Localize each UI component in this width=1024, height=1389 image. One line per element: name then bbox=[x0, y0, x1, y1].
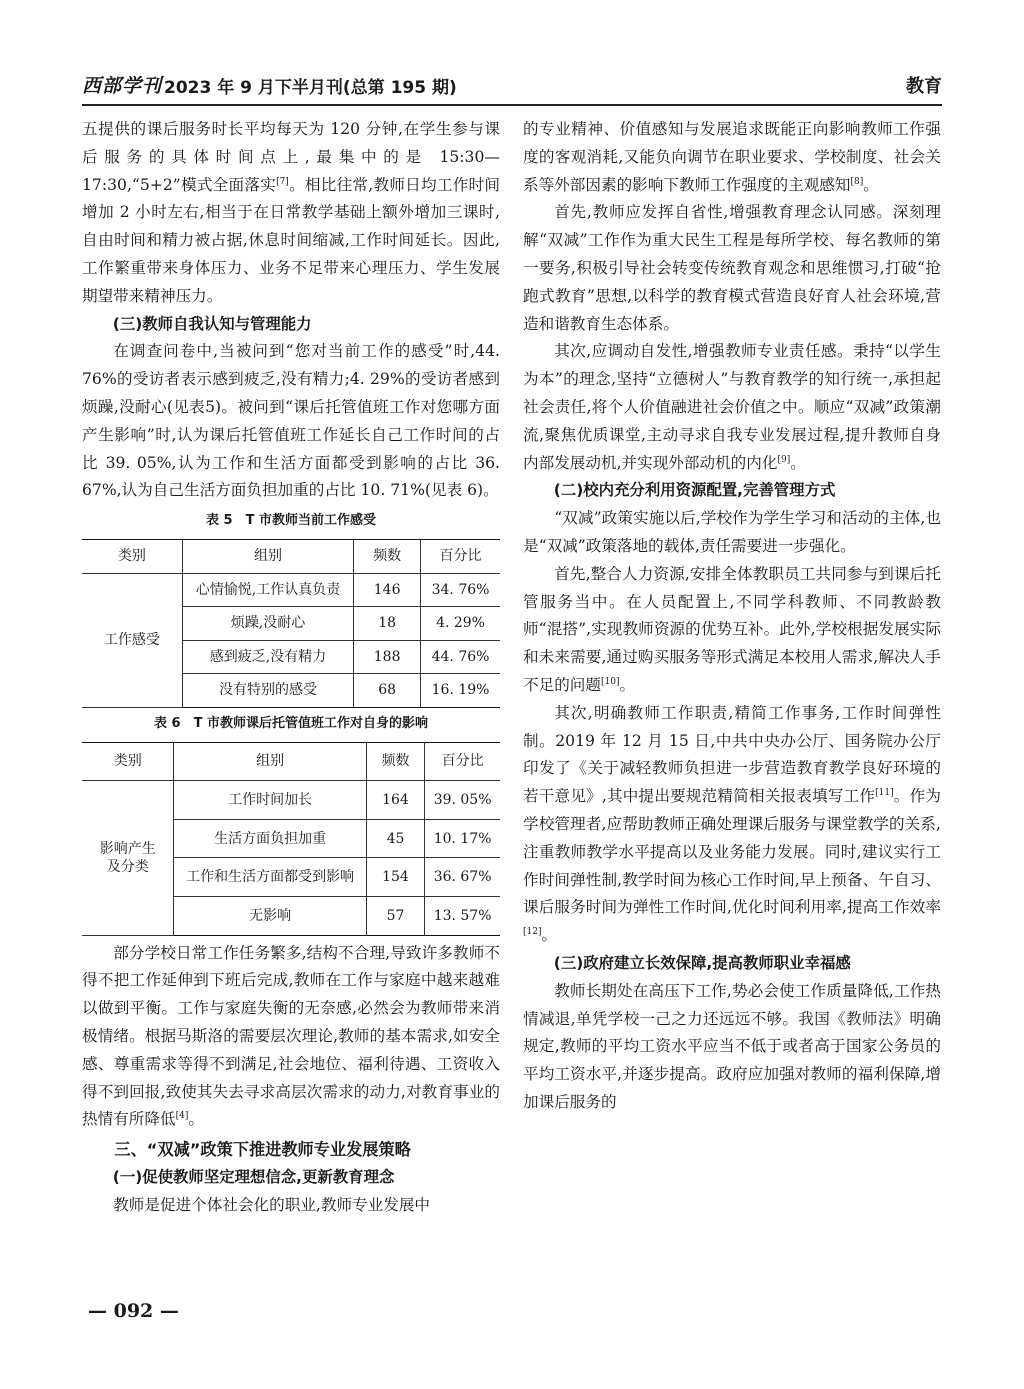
table-cell: 188 bbox=[354, 640, 421, 674]
paragraph: 其次,明确教师工作职责,精简工作事务,工作时间弹性制。2019 年 12 月 15 日,中共中央办公厅、国务院办公厅印发了《关于减轻教师负担进一步营造教育教学良好环境的若干意见》,其中提出要规范精简相关报表填写工作[11]。作为学校管理者,应帮助教师正确处理课后服务与课堂教学的关系,注重教师教学水平提高以及业务能力发展。同时,建议实行工作时间弹性制,教学时间为核心工作时间,早上预备、午自习、课后服务时间为弹性工作时间,优化时间利用率,提高工作效率[12]。 bbox=[523, 703, 941, 945]
paragraph: 在调查问卷中,当被问到“您对当前工作的感受”时,44. 76%的受访者表示感到疲乏,没有精力;4. 29%的受访者感到烦躁,没耐心(见表5)。被问到“课后托管值班工作对您哪方面产生影响”时,认为课后托管值班工作延长自己工作时间的占比 39. 05%,认为工作和生活方面都受到影响的占比 36. 67%,认为自己生活方面负担加重的占比 10. 71%(见表 6)。 bbox=[82, 342, 500, 500]
running-header bbox=[82, 72, 942, 106]
table-header: 频数 bbox=[366, 742, 425, 781]
section-heading: (一)促使教师坚定理想信念,更新教育理念 bbox=[112, 1168, 395, 1187]
journal-logo: 西部学刊 bbox=[82, 75, 163, 97]
table-cell: 44. 76% bbox=[421, 640, 500, 674]
citation[interactable]: [4] bbox=[175, 1111, 189, 1122]
table-cell: 36. 67% bbox=[425, 858, 500, 897]
table-cell: 18 bbox=[354, 607, 421, 641]
citation[interactable]: [11] bbox=[875, 788, 894, 799]
right-column bbox=[523, 116, 941, 1117]
table-cell: 164 bbox=[366, 781, 425, 820]
citation[interactable]: [9] bbox=[777, 454, 791, 465]
issue-info: 2023 年 9 月下半月刊(总第 195 期) bbox=[164, 78, 457, 98]
table-caption: 表 6 T 市教师课后托管值班工作对自身的影响 bbox=[154, 715, 428, 731]
table-cell: 10. 17% bbox=[425, 819, 500, 858]
table-cell: 146 bbox=[354, 573, 421, 607]
section-label: 教育 bbox=[906, 76, 942, 97]
paragraph: 教师长期处在高压下工作,势必会使工作质量降低,工作热情减退,单凭学校一己之力还远远不够。我国《教师法》明确规定,教师的平均工资水平应当不低于或者高于国家公务员的平均工资水平,并逐步提高。政府应加强对教师的福利保障,增加课后服务的 bbox=[523, 981, 941, 1111]
table-cell: 154 bbox=[366, 858, 425, 897]
table-cell: 34. 76% bbox=[421, 573, 500, 607]
paragraph: 首先,教师应发挥自省性,增强教育理念认同感。深刻理解“双减”工作作为重大民生工程是每所学校、每名教师的第一要务,积极引导社会转变传统教育观念和思维惯习,打破“抢跑式教育”思想,以科学的教育模式营造良好育人社会环境,营造和谐教育生态体系。 bbox=[523, 203, 941, 333]
citation[interactable]: [10] bbox=[600, 676, 620, 687]
table-cell: 生活方面负担加重 bbox=[174, 819, 366, 858]
table-cell: 45 bbox=[366, 819, 425, 858]
table-header: 类别 bbox=[82, 742, 174, 781]
table-header: 组别 bbox=[182, 540, 353, 574]
paragraph: “双减”政策实施以后,学校作为学生学习和活动的主体,也是“双减”政策落地的载体,责任需要进一步强化。 bbox=[523, 509, 941, 555]
table-cell: 工作时间加长 bbox=[174, 781, 366, 820]
paragraph: 部分学校日常工作任务繁多,结构不合理,导致许多教师不得不把工作延伸到下班后完成,教师在工作与家庭中越来越难以做到平衡。工作与家庭失衡的无奈感,必然会为教师带来消极情绪。根据马斯洛的需要层次理论,教师的基本需求,如安全感、尊重需求等得不到满足,社会地位、福利待遇、工资收入得不到回报,致使其失去寻求高层次需求的动力,对教育事业的热情有所降低[4]。 bbox=[82, 943, 500, 1129]
table-header: 类别 bbox=[82, 540, 182, 574]
table-6 bbox=[82, 742, 500, 936]
table-caption: 表 5 T 市教师当前工作感受 bbox=[206, 513, 376, 529]
table-cell: 57 bbox=[366, 897, 425, 936]
table-cell: 心情愉悦,工作认真负责 bbox=[182, 573, 353, 607]
table-category: 工作感受 bbox=[82, 573, 182, 707]
section-heading: (二)校内充分利用资源配置,完善管理方式 bbox=[553, 481, 836, 500]
table-header: 百分比 bbox=[425, 742, 500, 781]
journal-info bbox=[82, 71, 457, 98]
paragraph: 的专业精神、价值感知与发展追求既能正向影响教师工作强度的客观消耗,又能负向调节在职业要求、学校制度、社会关系等外部因素的影响下教师工作强度的主观感知[8]。 bbox=[523, 120, 941, 194]
section-heading: (三)政府建立长效保障,提高教师职业幸福感 bbox=[553, 953, 851, 972]
chapter-heading: 三、“双减”政策下推进教师专业发展策略 bbox=[114, 1140, 411, 1160]
table-category: 影响产生及分类 bbox=[82, 781, 174, 935]
table-cell: 13. 57% bbox=[425, 897, 500, 936]
citation[interactable]: [8] bbox=[850, 176, 864, 187]
page-number: — 092 — bbox=[88, 1300, 179, 1322]
paragraph: 其次,应调动自发性,增强教师专业责任感。秉持“以学生为本”的理念,坚持“立德树人”与教育教学的知行统一,承担起社会责任,将个人价值融进社会价值之中。顺应“双减”政策潮流,聚焦优质课堂,主动寻求自我专业发展过程,提升教师自身内部发展动机,并实现外部动机的内化[9]。 bbox=[523, 342, 941, 472]
table-cell: 4. 29% bbox=[421, 607, 500, 641]
table-cell: 39. 05% bbox=[425, 781, 500, 820]
paragraph: 五提供的课后服务时长平均每天为 120 分钟,在学生参与课后服务的具体时间点上,最集中的是 15:30—17:30,“5+2”模式全面落实[7]。相比往常,教师日均工作时间增加 2 小时左右,相当于在日常教学基础上额外增加三课时,自由时间和精力被占据,休息时间缩减,工作时间延长。因此,工作繁重带来身体压力、业务不足带来心理压力、学生发展期望带来精神压力。 bbox=[82, 120, 500, 305]
paragraph: 教师是促进个体社会化的职业,教师专业发展中 bbox=[113, 1196, 431, 1214]
table-cell: 工作和生活方面都受到影响 bbox=[174, 858, 366, 897]
left-column bbox=[82, 116, 500, 1220]
paragraph: 首先,整合人力资源,安排全体教职员工共同参与到课后托管服务当中。在人员配置上,不同学科教师、不同教龄教师“混搭”,实现教师资源的优势互补。此外,学校根据发展实际和未来需要,通过购买服务等形式满足本校用人需求,解决人手不足的问题[10]。 bbox=[523, 564, 941, 694]
table-cell: 68 bbox=[354, 674, 421, 708]
citation[interactable]: [12] bbox=[523, 927, 542, 938]
table-cell: 无影响 bbox=[174, 897, 366, 936]
table-header: 组别 bbox=[174, 742, 366, 781]
table-header: 百分比 bbox=[421, 540, 500, 574]
table-cell: 16. 19% bbox=[421, 674, 500, 708]
table-cell: 没有特别的感受 bbox=[182, 674, 353, 708]
section-heading: (三)教师自我认知与管理能力 bbox=[112, 314, 312, 333]
table-header: 频数 bbox=[354, 540, 421, 574]
citation[interactable]: [7] bbox=[276, 176, 289, 187]
table-cell: 感到疲乏,没有精力 bbox=[182, 640, 353, 674]
table-5 bbox=[82, 539, 500, 708]
table-cell: 烦躁,没耐心 bbox=[182, 607, 353, 641]
